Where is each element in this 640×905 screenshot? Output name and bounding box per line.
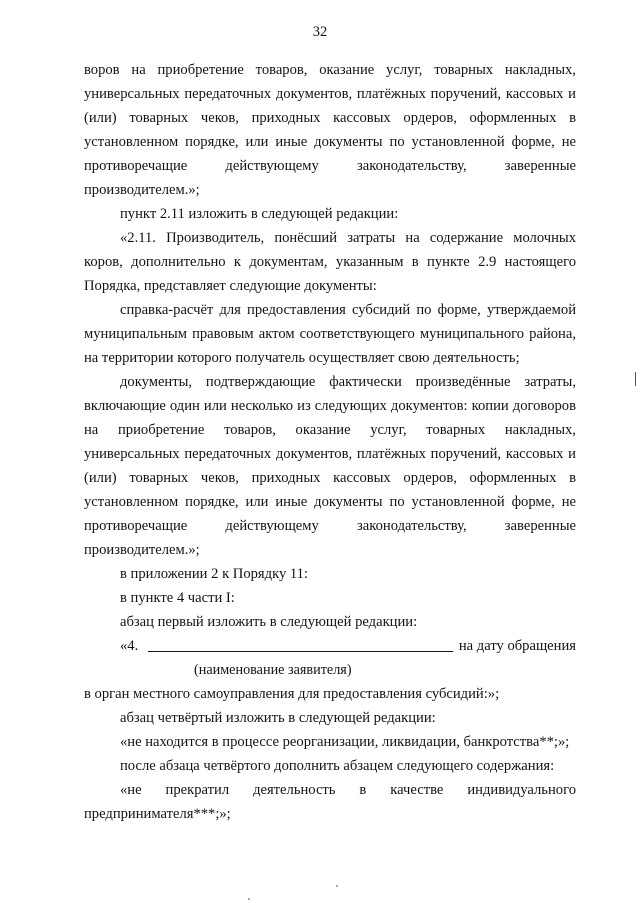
- paragraph-entrepreneur: «не прекратил деятельность в качестве индивидуального предпринимателя***;»;: [84, 782, 576, 822]
- paragraph-documents: документы, подтверждающие фактически произведённые затраты, включающие один или несколько из следующих документов: копии договоров на приобретение товаров, оказание услуг, товарных накладных, универсальных передаточных документов, платёжных поручений, кассовых и (или) товарных чеков, приходных кассовых ордеров, оформленных в установленном порядке, или иные документы по установленной форме, не противоречащие действующему законодательству, заверенные производителем.»;: [84, 374, 576, 558]
- paragraph-first-paragraph: абзац первый изложить в следующей редакции:: [120, 614, 418, 630]
- scan-speck: [336, 885, 338, 887]
- applicant-form-line: [84, 634, 576, 658]
- form-caption: (наименование заявителя): [194, 662, 352, 678]
- paragraph-add-after-fourth: после абзаца четвёртого дополнить абзацем следующего содержания:: [120, 758, 555, 774]
- form-suffix: на дату обращения: [458, 638, 576, 654]
- scan-edge-mark: [635, 372, 636, 386]
- paragraph-point-4: в пункте 4 части I:: [120, 590, 235, 606]
- paragraph-fourth-paragraph: абзац четвёртый изложить в следующей редакции:: [120, 710, 436, 726]
- document-body: [84, 58, 576, 826]
- form-continuation: в орган местного самоуправления для предоставления субсидий:»;: [84, 686, 500, 702]
- paragraph-continuation: воров на приобретение товаров, оказание услуг, товарных накладных, универсальных передаточных документов, платёжных поручений, кассовых и (или) товарных чеков, приходных кассовых ордеров, оформленных в установленном порядке, или иные документы по установленной форме, не противоречащие действующему законодательству, заверенные производителем.»;: [84, 62, 576, 198]
- applicant-name-blank: [148, 651, 453, 652]
- scan-speck: [248, 898, 250, 900]
- page-number: 32: [312, 24, 328, 40]
- paragraph-2-11-text: «2.11. Производитель, понёсший затраты на содержание молочных коров, дополнительно к документам, указанным в пункте 2.9 настоящего Порядка, представляет следующие документы:: [84, 230, 576, 294]
- paragraph-calculation: справка-расчёт для предоставления субсидий по форме, утверждаемой муниципальным правовым актом соответствующего муниципального района, на территории которого получатель осуществляет свою деятельность;: [84, 302, 576, 366]
- form-prefix: «4.: [120, 638, 139, 654]
- paragraph-appendix: в приложении 2 к Порядку 11:: [120, 566, 309, 582]
- paragraph-reorganization: «не находится в процессе реорганизации, ликвидации, банкротства**;»;: [120, 734, 570, 750]
- paragraph-item-2-11: пункт 2.11 изложить в следующей редакции:: [120, 206, 399, 222]
